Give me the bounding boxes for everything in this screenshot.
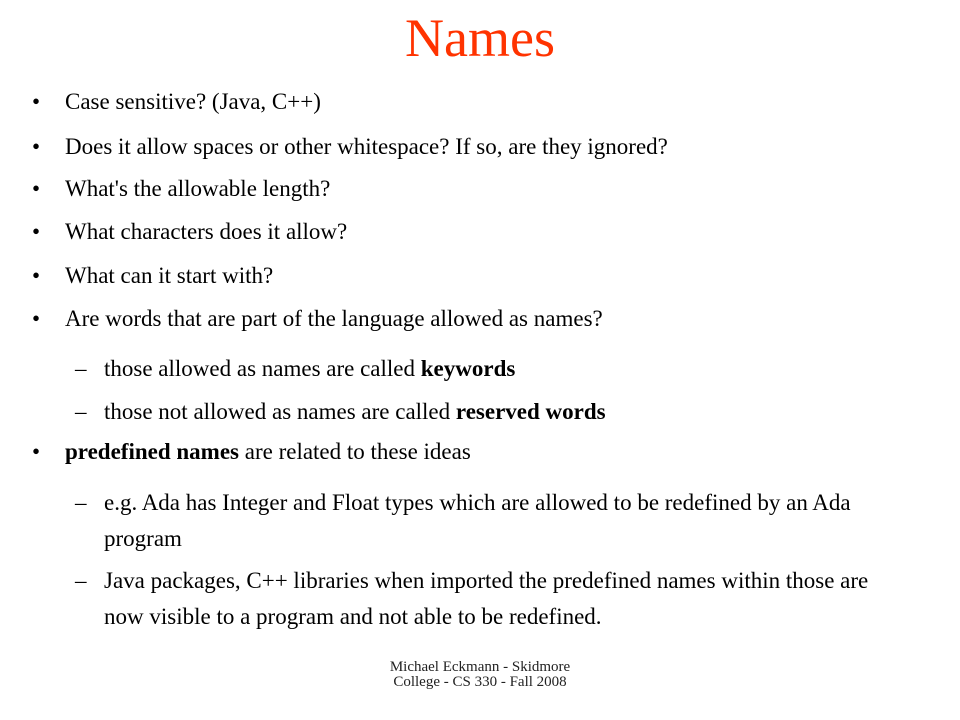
bullet-icon: •	[32, 89, 41, 114]
reserved-term: reserved words	[455, 399, 606, 424]
bullet-icon: •	[32, 439, 41, 464]
footer-line-1: Michael Eckmann - Skidmore	[389, 659, 571, 675]
bullet-language-words: Are words that are part of the language allowed as names?	[65, 306, 603, 331]
bullet-icon: •	[32, 134, 41, 159]
dash-icon: –	[75, 356, 87, 381]
sub-item-ada: e.g. Ada has Integer and Float types which are allowed to be redefined by an Ada program	[104, 490, 851, 551]
keywords-text: those allowed as names are called	[104, 356, 421, 381]
bullet-icon: •	[32, 219, 41, 244]
bullet-icon: •	[32, 263, 41, 288]
sub-item-reserved	[104, 394, 904, 430]
dash-icon: –	[75, 568, 87, 593]
sub-item-java: Java packages, C++ libraries when imported the predefined names within those are now visible to a program and not able to be redefined.	[104, 568, 869, 629]
bullet-length: What's the allowable length?	[65, 176, 331, 201]
predefined-text: are related to these ideas	[239, 439, 471, 464]
dash-icon: –	[75, 490, 87, 515]
sub-item-keywords	[104, 351, 904, 387]
footer-line-2: College - CS 330 - Fall 2008	[393, 674, 567, 690]
predefined-term: predefined names	[65, 439, 239, 464]
keywords-term: keywords	[420, 356, 516, 381]
bullet-start-with: What can it start with?	[65, 263, 274, 288]
bullet-icon: •	[32, 306, 41, 331]
bullet-whitespace: Does it allow spaces or other whitespace? If so, are they ignored?	[65, 134, 668, 159]
bullet-icon: •	[32, 176, 41, 201]
bullet-characters: What characters does it allow?	[65, 219, 348, 244]
bullet-case-sensitive: Case sensitive? (Java, C++)	[65, 89, 321, 114]
slide-footer	[340, 660, 620, 690]
reserved-text: those not allowed as names are called	[104, 399, 456, 424]
bullet-predefined-names	[65, 437, 471, 467]
dash-icon: –	[75, 399, 87, 424]
slide-title: Names	[405, 8, 555, 68]
